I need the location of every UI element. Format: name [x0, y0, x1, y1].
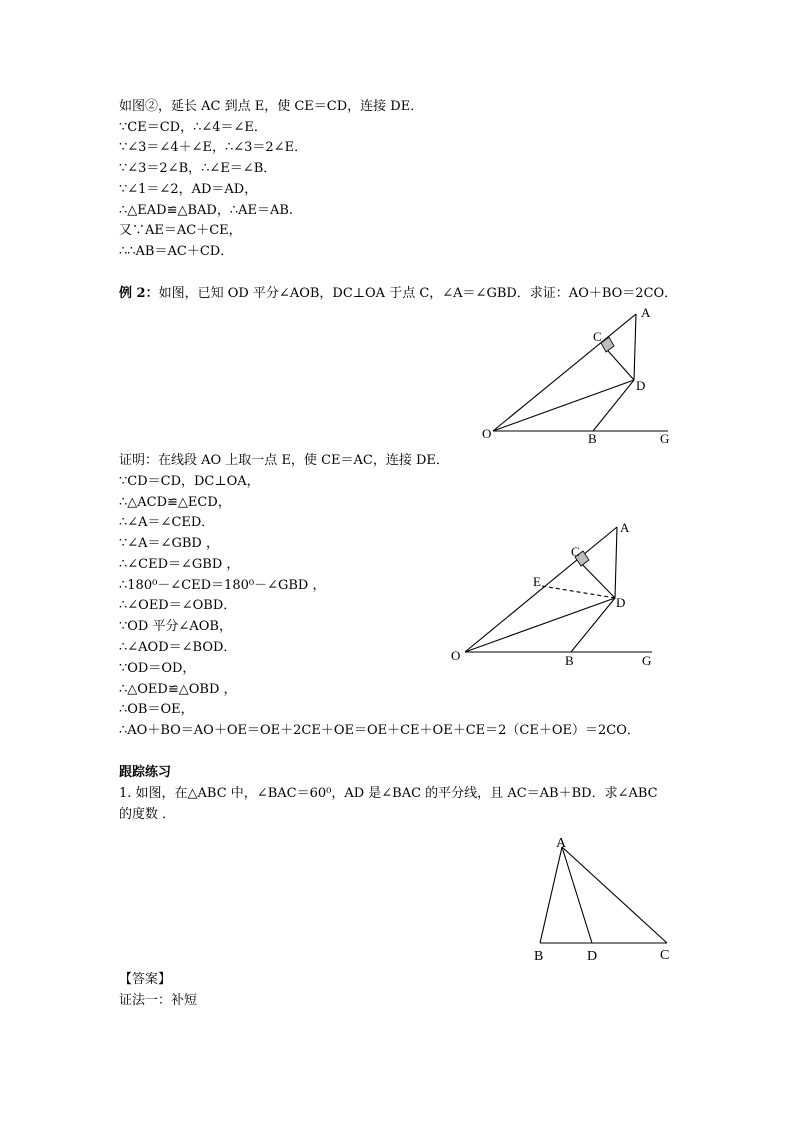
- proof-line: ∵∠A＝∠GBD ，: [119, 536, 219, 551]
- proof-line: ∵CD＝CD，DC⊥OA，: [119, 474, 260, 489]
- label-B: B: [534, 949, 544, 964]
- proof-line: ∴AO＋BO＝AO＋OE＝OE＋2CE＋OE＝OE＋CE＋OE＋CE＝2（CE＋OE）＝2CO．: [119, 723, 640, 738]
- label-B: B: [588, 431, 597, 446]
- proof-line: ∴△ACD≌△ECD，: [119, 495, 231, 510]
- label-B: B: [565, 653, 574, 668]
- text-line: ∵∠3＝2∠B，∴∠E＝∠B．: [119, 161, 277, 176]
- example-2-text: 如图，已知 OD 平分∠AOB，DC⊥OA 于点 C，∠A＝∠GBD．求证：AO＋BO＝2CO．: [158, 286, 678, 301]
- text-line: ∵∠1＝∠2，AD＝AD，: [119, 182, 258, 197]
- label-G: G: [642, 653, 652, 668]
- text-line: ∵∠3＝∠4＋∠E，∴∠3＝2∠E．: [119, 140, 308, 155]
- label-O: O: [451, 648, 461, 663]
- text-line: ∵CE＝CD，∴∠4＝∠E．: [119, 120, 267, 135]
- proof-line: 证明：在线段 AO 上取一点 E，使 CE＝AC，连接 DE．: [119, 453, 449, 468]
- label-C: C: [571, 544, 580, 559]
- proof-line: ∴△OED≌△OBD ，: [119, 682, 237, 697]
- text-line: ∴∴AB＝AC＋CD．: [119, 244, 234, 259]
- label-A: A: [556, 836, 567, 851]
- answer-method: 证法一：补短: [119, 993, 198, 1008]
- proof-line: ∴OB＝OE，: [119, 702, 194, 717]
- label-A: A: [620, 520, 630, 535]
- label-D: D: [587, 949, 598, 964]
- label-D: D: [636, 378, 646, 393]
- label-D: D: [616, 595, 626, 610]
- text-line: 又∵AE＝AC＋CE，: [119, 223, 242, 238]
- proof-line: ∵OD＝OD，: [119, 661, 196, 676]
- label-C: C: [660, 948, 670, 963]
- label-O: O: [482, 426, 492, 441]
- text-line: 如图②，延长 AC 到点 E，使 CE＝CD，连接 DE．: [119, 99, 424, 114]
- question-1-line-2: 的度数 ．: [119, 807, 176, 822]
- question-1-line-1: 1. 如图，在△ABC 中，∠BAC＝60⁰，AD 是∠BAC 的平分线，且 AC＝AB＋BD．求∠ABC: [119, 786, 658, 801]
- proof-line: ∵OD 平分∠AOB，: [119, 619, 232, 634]
- practice-heading: 跟踪练习: [119, 765, 172, 780]
- example-2-label: 例 2：: [119, 286, 159, 301]
- label-G: G: [660, 431, 670, 446]
- label-A: A: [641, 305, 651, 320]
- proof-line: ∴∠OED＝∠OBD．: [119, 598, 237, 613]
- text-line: ∴△EAD≌△BAD，∴AE＝AB.: [119, 203, 294, 218]
- label-E: E: [533, 574, 541, 589]
- answer-heading: 【答案】: [119, 972, 172, 987]
- proof-line: ∴∠CED＝∠GBD ，: [119, 557, 240, 572]
- proof-line: ∴∠A＝∠CED．: [119, 515, 215, 530]
- proof-line: ∴180⁰－∠CED＝180⁰－∠GBD ，: [119, 578, 326, 593]
- proof-line: ∴∠AOD＝∠BOD．: [119, 640, 237, 655]
- label-C: C: [593, 329, 602, 344]
